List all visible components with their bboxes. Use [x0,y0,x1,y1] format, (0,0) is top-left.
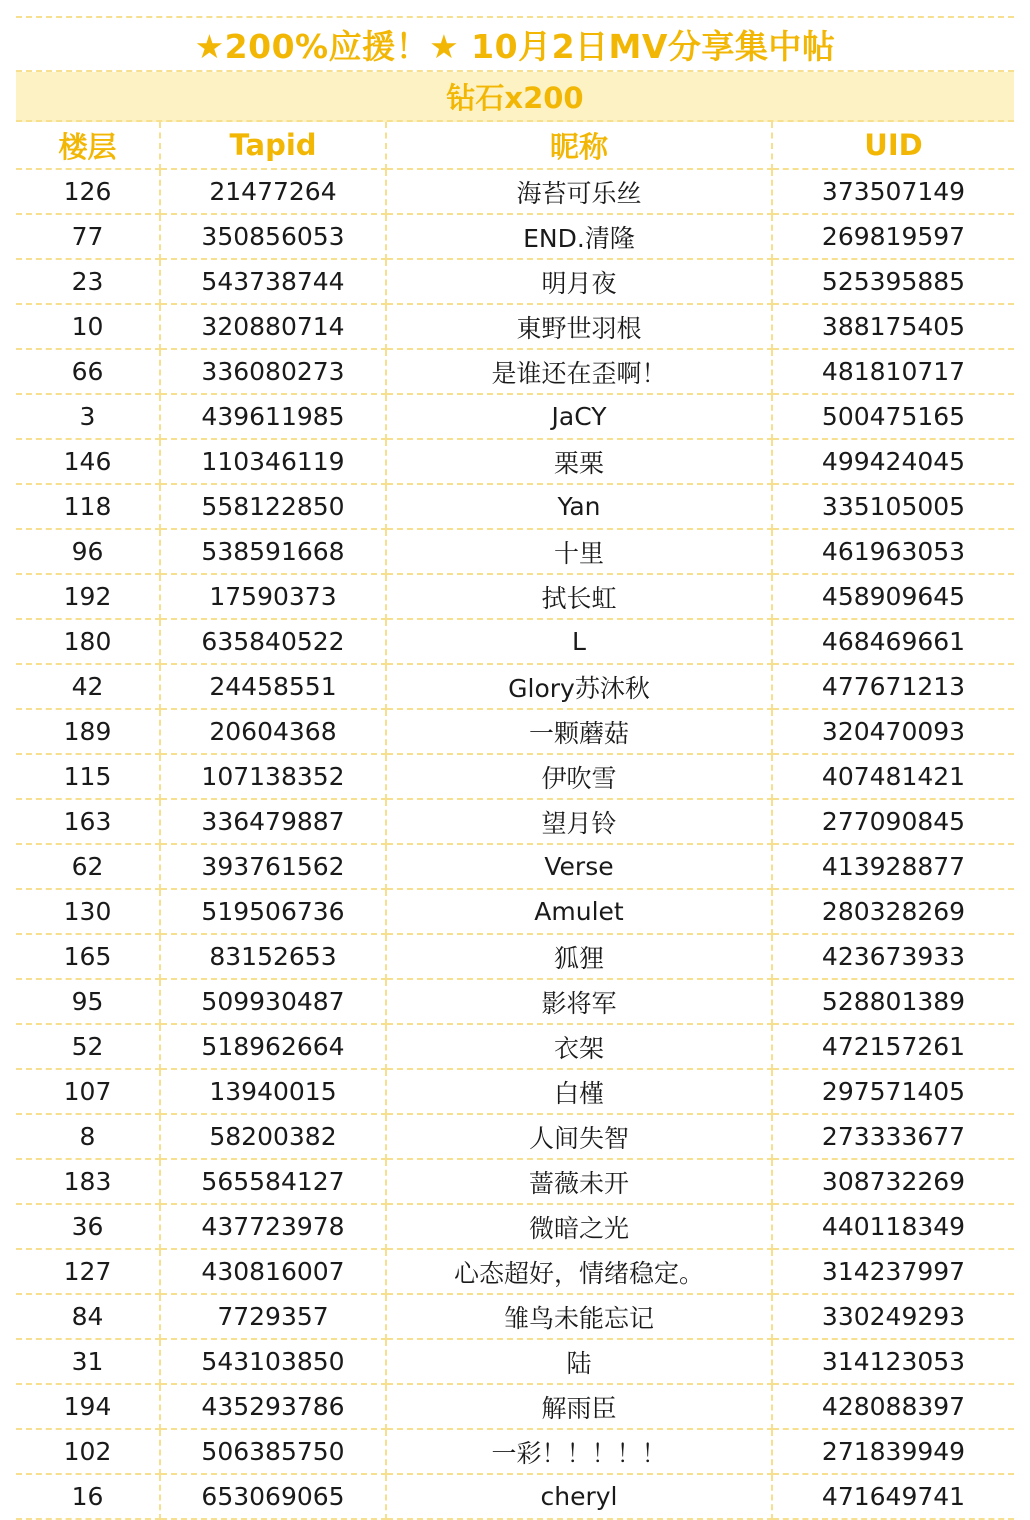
cell-tapid: 437723978 [160,1204,386,1249]
table-row [16,394,1014,439]
cell-floor: 165 [16,934,160,979]
cell-floor: 130 [16,889,160,934]
cell-uid: 335105005 [772,484,1014,529]
cell-tapid: 7729357 [160,1294,386,1339]
table-row [16,1249,1014,1294]
cell-tapid: 538591668 [160,529,386,574]
cell-tapid: 519506736 [160,889,386,934]
cell-tapid: 107138352 [160,754,386,799]
cell-floor: 126 [16,169,160,214]
cell-tapid: 430816007 [160,1249,386,1294]
cell-uid: 271839949 [772,1429,1014,1474]
cell-floor: 118 [16,484,160,529]
cell-uid: 500475165 [772,394,1014,439]
cell-uid: 423673933 [772,934,1014,979]
table-row [16,1294,1014,1339]
table-row [16,1429,1014,1474]
cell-uid: 330249293 [772,1294,1014,1339]
cell-tapid: 439611985 [160,394,386,439]
table-header-row [16,122,1014,169]
table-row [16,979,1014,1024]
table-row [16,1159,1014,1204]
cell-tapid: 320880714 [160,304,386,349]
table-row [16,529,1014,574]
table-row [16,619,1014,664]
cell-uid: 308732269 [772,1159,1014,1204]
table-row [16,1204,1014,1249]
table-row [16,709,1014,754]
cell-tapid: 24458551 [160,664,386,709]
cell-uid: 297571405 [772,1069,1014,1114]
cell-nickname: 白槿 [386,1069,772,1114]
cell-floor: 84 [16,1294,160,1339]
cell-uid: 477671213 [772,664,1014,709]
table-row [16,439,1014,484]
rewards-sheet [16,16,1014,1520]
cell-nickname: 是谁还在歪啊！ [386,349,772,394]
cell-uid: 280328269 [772,889,1014,934]
table-row [16,1114,1014,1159]
cell-floor: 77 [16,214,160,259]
cell-tapid: 509930487 [160,979,386,1024]
cell-uid: 499424045 [772,439,1014,484]
table-row [16,574,1014,619]
cell-uid: 273333677 [772,1114,1014,1159]
cell-uid: 472157261 [772,1024,1014,1069]
cell-floor: 16 [16,1474,160,1519]
table-row [16,754,1014,799]
cell-nickname: 雏鸟未能忘记 [386,1294,772,1339]
cell-floor: 127 [16,1249,160,1294]
cell-nickname: 明月夜 [386,259,772,304]
cell-tapid: 110346119 [160,439,386,484]
cell-tapid: 393761562 [160,844,386,889]
cell-tapid: 558122850 [160,484,386,529]
cell-nickname: 一彩！！！！！ [386,1429,772,1474]
cell-tapid: 21477264 [160,169,386,214]
cell-floor: 66 [16,349,160,394]
cell-nickname: 衣架 [386,1024,772,1069]
cell-uid: 458909645 [772,574,1014,619]
cell-uid: 468469661 [772,619,1014,664]
cell-uid: 528801389 [772,979,1014,1024]
cell-uid: 314123053 [772,1339,1014,1384]
cell-nickname: L [386,619,772,664]
cell-nickname: 伊吹雪 [386,754,772,799]
winners-table [16,122,1014,1520]
cell-nickname: 解雨臣 [386,1384,772,1429]
table-row [16,889,1014,934]
table-row [16,214,1014,259]
cell-tapid: 506385750 [160,1429,386,1474]
table-row [16,1339,1014,1384]
cell-uid: 461963053 [772,529,1014,574]
cell-nickname: 望月铃 [386,799,772,844]
header-tapid: Tapid [160,122,386,169]
page-title: ★200%应援！★ 10月2日MV分享集中帖 [16,16,1014,72]
cell-floor: 102 [16,1429,160,1474]
cell-nickname: 蔷薇未开 [386,1159,772,1204]
cell-nickname: 影将军 [386,979,772,1024]
table-row [16,169,1014,214]
cell-floor: 192 [16,574,160,619]
cell-floor: 96 [16,529,160,574]
table-row [16,934,1014,979]
cell-nickname: 十里 [386,529,772,574]
cell-floor: 36 [16,1204,160,1249]
cell-floor: 62 [16,844,160,889]
cell-uid: 481810717 [772,349,1014,394]
cell-uid: 471649741 [772,1474,1014,1519]
cell-uid: 428088397 [772,1384,1014,1429]
cell-tapid: 565584127 [160,1159,386,1204]
cell-tapid: 17590373 [160,574,386,619]
cell-tapid: 350856053 [160,214,386,259]
header-uid: UID [772,122,1014,169]
cell-floor: 146 [16,439,160,484]
cell-nickname: 微暗之光 [386,1204,772,1249]
cell-nickname: cheryl [386,1474,772,1519]
cell-nickname: Glory苏沐秋 [386,664,772,709]
header-floor: 楼层 [16,122,160,169]
cell-tapid: 543103850 [160,1339,386,1384]
cell-floor: 163 [16,799,160,844]
cell-uid: 525395885 [772,259,1014,304]
table-row [16,259,1014,304]
table-row [16,1024,1014,1069]
cell-nickname: JaCY [386,394,772,439]
table-row [16,799,1014,844]
table-row [16,1069,1014,1114]
cell-uid: 388175405 [772,304,1014,349]
cell-tapid: 336479887 [160,799,386,844]
cell-tapid: 336080273 [160,349,386,394]
cell-tapid: 543738744 [160,259,386,304]
cell-tapid: 653069065 [160,1474,386,1519]
cell-tapid: 435293786 [160,1384,386,1429]
cell-uid: 269819597 [772,214,1014,259]
cell-floor: 189 [16,709,160,754]
cell-nickname: Yan [386,484,772,529]
cell-uid: 320470093 [772,709,1014,754]
table-row [16,484,1014,529]
cell-uid: 314237997 [772,1249,1014,1294]
cell-uid: 440118349 [772,1204,1014,1249]
cell-tapid: 20604368 [160,709,386,754]
table-row [16,1384,1014,1429]
cell-nickname: 海苔可乐丝 [386,169,772,214]
cell-nickname: Verse [386,844,772,889]
cell-tapid: 13940015 [160,1069,386,1114]
table-row [16,1474,1014,1519]
cell-nickname: 東野世羽根 [386,304,772,349]
cell-floor: 180 [16,619,160,664]
cell-floor: 194 [16,1384,160,1429]
cell-floor: 8 [16,1114,160,1159]
cell-nickname: 人间失智 [386,1114,772,1159]
cell-nickname: END.清隆 [386,214,772,259]
cell-floor: 107 [16,1069,160,1114]
cell-uid: 407481421 [772,754,1014,799]
reward-subtitle: 钻石x200 [16,72,1014,122]
cell-tapid: 83152653 [160,934,386,979]
cell-floor: 10 [16,304,160,349]
cell-floor: 42 [16,664,160,709]
cell-nickname: Amulet [386,889,772,934]
cell-tapid: 635840522 [160,619,386,664]
cell-uid: 413928877 [772,844,1014,889]
cell-nickname: 狐狸 [386,934,772,979]
cell-nickname: 拭长虹 [386,574,772,619]
cell-nickname: 栗栗 [386,439,772,484]
cell-floor: 3 [16,394,160,439]
cell-floor: 95 [16,979,160,1024]
cell-nickname: 陆 [386,1339,772,1384]
table-row [16,664,1014,709]
header-nickname: 昵称 [386,122,772,169]
cell-floor: 52 [16,1024,160,1069]
cell-floor: 183 [16,1159,160,1204]
table-row [16,844,1014,889]
cell-floor: 23 [16,259,160,304]
cell-uid: 373507149 [772,169,1014,214]
table-row [16,304,1014,349]
cell-uid: 277090845 [772,799,1014,844]
cell-nickname: 一颗蘑菇 [386,709,772,754]
cell-floor: 115 [16,754,160,799]
cell-nickname: 心态超好，情绪稳定。 [386,1249,772,1294]
cell-tapid: 518962664 [160,1024,386,1069]
cell-tapid: 58200382 [160,1114,386,1159]
cell-floor: 31 [16,1339,160,1384]
table-row [16,349,1014,394]
